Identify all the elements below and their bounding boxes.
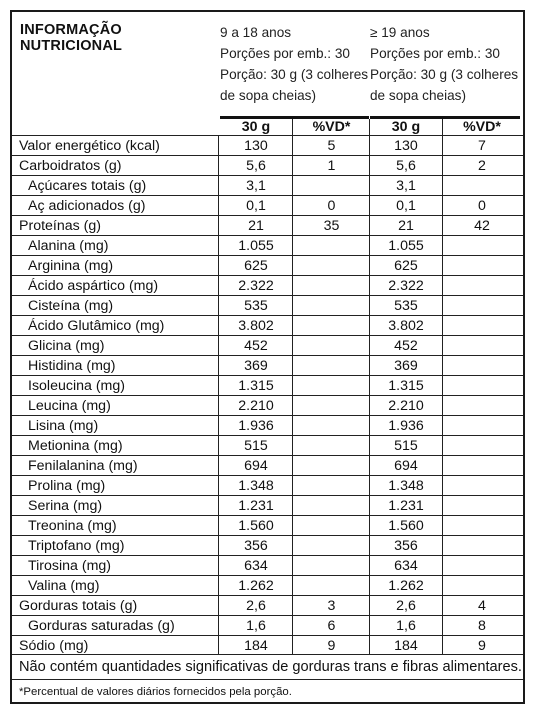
nutrition-facts-panel (10, 10, 525, 704)
dv-19-plus (444, 276, 520, 296)
amount-9-18: 2.322 (238, 278, 274, 294)
amount-19-plus: 1.560 (388, 518, 424, 534)
dv-19-plus: 7 (478, 138, 486, 154)
nutrient-label: Gorduras totais (g) (19, 598, 138, 614)
nutrient-label: Tirosina (mg) (28, 558, 112, 574)
table-row (12, 136, 523, 156)
table-row (12, 436, 523, 456)
nutrient-label: Aç adicionados (g) (28, 198, 146, 214)
table-row (12, 196, 523, 216)
dv-19-plus (444, 456, 520, 476)
dv-9-18 (294, 356, 369, 376)
amount-9-18: 369 (244, 358, 268, 374)
amount-9-18: 1.348 (238, 478, 274, 494)
group-header-9-18 (220, 22, 370, 106)
amount-19-plus: 0,1 (396, 198, 416, 214)
amount-19-plus: 3.802 (388, 318, 424, 334)
amount-9-18: 5,6 (246, 158, 266, 174)
nutrient-label: Valina (mg) (28, 578, 100, 594)
dv-19-plus (444, 376, 520, 396)
group-portion-line-2: de sopa cheias) (370, 88, 466, 103)
nutrient-label: Prolina (mg) (28, 478, 106, 494)
dv-9-18 (294, 376, 369, 396)
amount-9-18: 1,6 (246, 618, 266, 634)
group-header-19-plus (370, 22, 525, 106)
dv-9-18 (294, 556, 369, 576)
dv-9-18 (294, 536, 369, 556)
dv-19-plus: 2 (478, 158, 486, 174)
nutrient-label: Histidina (mg) (28, 358, 116, 374)
amount-9-18: 21 (248, 218, 264, 234)
daily-value-footnote: *Percentual de valores diários fornecidos pela porção. (19, 686, 292, 698)
amount-19-plus: 1.055 (388, 238, 424, 254)
table-bottom-rule (12, 654, 523, 655)
col-header-30g-b: 30 g (391, 119, 421, 135)
amount-19-plus: 1.315 (388, 378, 424, 394)
dv-19-plus (444, 476, 520, 496)
amount-9-18: 1.315 (238, 378, 274, 394)
title-line-1: INFORMAÇÃO (20, 22, 122, 38)
dv-9-18 (294, 496, 369, 516)
table-row (12, 456, 523, 476)
amount-9-18: 634 (244, 558, 268, 574)
amount-19-plus: 1.936 (388, 418, 424, 434)
dv-19-plus (444, 336, 520, 356)
dv-9-18 (294, 436, 369, 456)
amount-19-plus: 452 (394, 338, 418, 354)
nutrient-label: Isoleucina (mg) (28, 378, 125, 394)
dv-19-plus (444, 556, 520, 576)
dv-9-18 (294, 176, 369, 196)
table-row (12, 376, 523, 396)
nutrient-label: Leucina (mg) (28, 398, 111, 414)
dv-19-plus (444, 516, 520, 536)
nutrient-label: Arginina (mg) (28, 258, 114, 274)
amount-19-plus: 1.231 (388, 498, 424, 514)
col-header-vd-b: %VD* (463, 119, 501, 135)
dv-9-18 (294, 236, 369, 256)
dv-9-18 (294, 416, 369, 436)
amount-19-plus: 356 (394, 538, 418, 554)
table-row (12, 576, 523, 596)
amount-9-18: 1.560 (238, 518, 274, 534)
dv-9-18: 9 (327, 638, 336, 654)
table-row (12, 316, 523, 336)
nutrient-label: Valor energético (kcal) (19, 138, 160, 154)
table-row (12, 516, 523, 536)
title-line-2: NUTRICIONAL (20, 38, 123, 54)
dv-19-plus (444, 576, 520, 596)
amount-19-plus: 625 (394, 258, 418, 274)
amount-9-18: 0,1 (246, 198, 266, 214)
nutrient-label: Ácido aspártico (mg) (28, 278, 159, 294)
nutrient-label: Proteínas (g) (19, 218, 102, 234)
group-portion-line-1: Porção: 30 g (3 colheres (220, 67, 369, 82)
table-row (12, 256, 523, 276)
dv-19-plus (444, 176, 520, 196)
group-age: ≥ 19 anos (370, 25, 430, 40)
dv-9-18 (294, 336, 369, 356)
nutrient-label: Ácido Glutâmico (mg) (28, 318, 165, 334)
dv-9-18 (294, 276, 369, 296)
nutrient-label: Triptofano (mg) (28, 538, 125, 554)
dv-9-18 (294, 256, 369, 276)
dv-19-plus (444, 256, 520, 276)
amount-19-plus: 515 (394, 438, 418, 454)
table-row (12, 156, 523, 176)
dv-9-18 (294, 576, 369, 596)
table-row (12, 636, 523, 656)
dv-19-plus (444, 316, 520, 336)
dv-9-18 (294, 456, 369, 476)
dv-9-18: 5 (327, 138, 336, 154)
amount-19-plus: 1.348 (388, 478, 424, 494)
amount-19-plus: 2,6 (396, 598, 416, 614)
table-row (12, 556, 523, 576)
amount-19-plus: 694 (394, 458, 418, 474)
dv-19-plus: 8 (478, 618, 486, 634)
table-row (12, 416, 523, 436)
col-header-vd-a: %VD* (312, 119, 351, 135)
amount-9-18: 694 (244, 458, 268, 474)
amount-9-18: 356 (244, 538, 268, 554)
amount-9-18: 625 (244, 258, 268, 274)
amount-19-plus: 535 (394, 298, 418, 314)
amount-9-18: 184 (244, 638, 268, 654)
table-row (12, 296, 523, 316)
amount-19-plus: 2.322 (388, 278, 424, 294)
amount-19-plus: 2.210 (388, 398, 424, 414)
table-row (12, 276, 523, 296)
nutrient-label: Metionina (mg) (28, 438, 123, 454)
amount-9-18: 1.936 (238, 418, 274, 434)
dv-9-18 (294, 296, 369, 316)
amount-19-plus: 634 (394, 558, 418, 574)
amount-9-18: 1.262 (238, 578, 274, 594)
table-row (12, 496, 523, 516)
col-header-30g-a: 30 g (241, 119, 271, 135)
group-servings: Porções por emb.: 30 (220, 46, 350, 61)
dv-19-plus (444, 536, 520, 556)
nutrient-label: Gorduras saturadas (g) (28, 618, 175, 634)
amount-19-plus: 21 (398, 218, 414, 234)
dv-9-18 (294, 316, 369, 336)
panel-title (20, 22, 122, 54)
amount-9-18: 2,6 (246, 598, 266, 614)
dv-19-plus (444, 416, 520, 436)
dv-9-18 (294, 516, 369, 536)
table-row (12, 236, 523, 256)
nutrient-label: Sódio (mg) (19, 638, 89, 654)
amount-9-18: 3.802 (238, 318, 274, 334)
table-row (12, 616, 523, 636)
table-row (12, 476, 523, 496)
dv-19-plus: 4 (478, 598, 486, 614)
amount-19-plus: 1.262 (388, 578, 424, 594)
dv-19-plus (444, 436, 520, 456)
nutrient-label: Alanina (mg) (28, 238, 109, 254)
dv-9-18 (294, 476, 369, 496)
table-row (12, 536, 523, 556)
table-row (12, 596, 523, 616)
dv-9-18: 35 (323, 218, 340, 234)
amount-9-18: 130 (244, 138, 268, 154)
dv-19-plus (444, 396, 520, 416)
dv-19-plus: 0 (478, 198, 486, 214)
amount-19-plus: 3,1 (396, 178, 416, 194)
dv-9-18: 1 (327, 158, 336, 174)
dv-9-18: 6 (327, 618, 336, 634)
dv-19-plus: 9 (478, 638, 486, 654)
amount-9-18: 452 (244, 338, 268, 354)
dv-19-plus (444, 236, 520, 256)
amount-9-18: 3,1 (246, 178, 266, 194)
amount-9-18: 1.055 (238, 238, 274, 254)
footnote-rule (12, 679, 523, 680)
amount-9-18: 535 (244, 298, 268, 314)
nutrient-label: Fenilalanina (mg) (28, 458, 138, 474)
nutrient-label: Treonina (mg) (28, 518, 117, 534)
dv-9-18: 0 (327, 198, 336, 214)
dv-9-18 (294, 396, 369, 416)
nutrient-label: Cisteína (mg) (28, 298, 114, 314)
amount-19-plus: 130 (394, 138, 418, 154)
trans-fat-note: Não contém quantidades significativas de gorduras trans e fibras alimentares. (19, 659, 522, 675)
amount-19-plus: 5,6 (396, 158, 416, 174)
amount-19-plus: 369 (394, 358, 418, 374)
table-row (12, 216, 523, 236)
table-row (12, 356, 523, 376)
column-header-row (12, 117, 523, 137)
nutrient-label: Lisina (mg) (28, 418, 99, 434)
nutrient-label: Carboidratos (g) (19, 158, 122, 174)
amount-19-plus: 184 (394, 638, 418, 654)
nutrient-label: Glicina (mg) (28, 338, 105, 354)
dv-19-plus: 42 (474, 218, 490, 234)
dv-19-plus (444, 356, 520, 376)
group-servings: Porções por emb.: 30 (370, 46, 500, 61)
dv-19-plus (444, 296, 520, 316)
table-row (12, 176, 523, 196)
group-age: 9 a 18 anos (220, 25, 292, 40)
amount-19-plus: 1,6 (396, 618, 416, 634)
group-portion-line-1: Porção: 30 g (3 colheres (370, 67, 519, 82)
nutrient-label: Serina (mg) (28, 498, 103, 514)
dv-19-plus (444, 496, 520, 516)
group-portion-line-2: de sopa cheias) (220, 88, 316, 103)
nutrient-label: Açúcares totais (g) (28, 178, 147, 194)
dv-9-18: 3 (327, 598, 336, 614)
amount-9-18: 515 (244, 438, 268, 454)
table-row (12, 336, 523, 356)
amount-9-18: 1.231 (238, 498, 274, 514)
table-row (12, 396, 523, 416)
amount-9-18: 2.210 (238, 398, 274, 414)
